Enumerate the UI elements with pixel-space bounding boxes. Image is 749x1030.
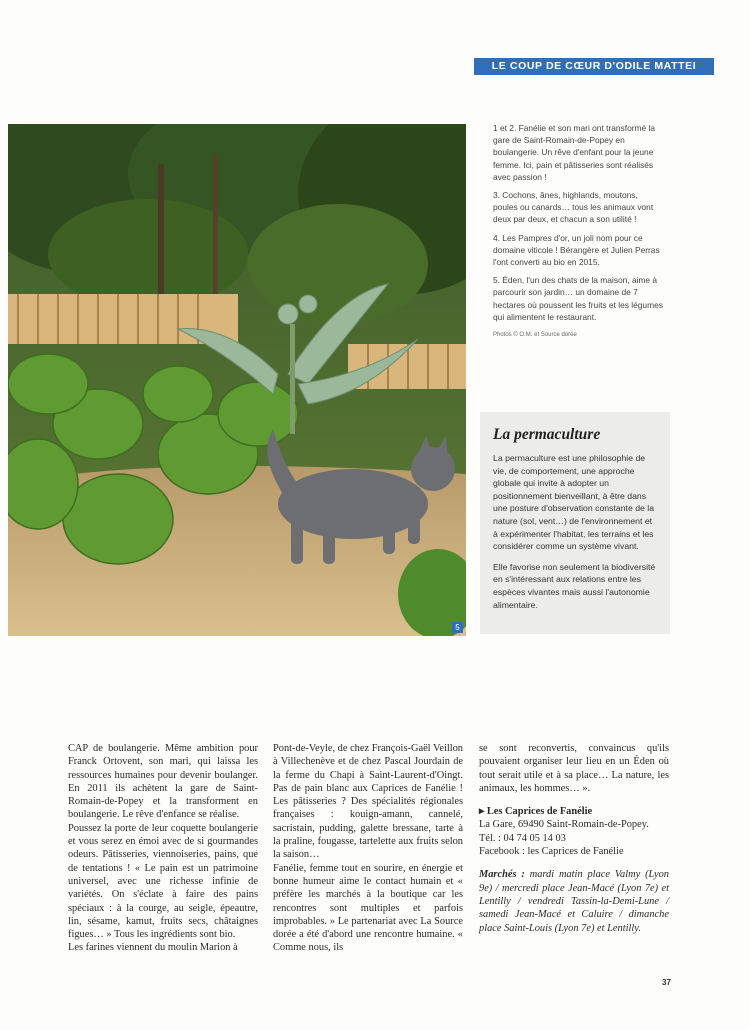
photo-illustration: [8, 124, 466, 636]
markets-paragraph: [479, 868, 669, 934]
markets-label: Marchés :: [479, 869, 525, 881]
article-column-2: [273, 742, 463, 955]
page-number: 37: [662, 978, 671, 987]
shop-name: ▸ Les Caprices de Fanélie: [479, 806, 593, 818]
shop-facebook: Facebook : les Caprices de Fanélie: [479, 846, 624, 858]
caption-3: 4. Les Pampres d'or, un joli nom pour ce domaine viticole ! Bérangère et Julien Perras l'ont converti au bio en 2015.: [493, 232, 660, 268]
shop-address: La Gare, 69490 Saint-Romain-de-Popey.: [479, 819, 649, 831]
col2-paragraph-1: Pont-de-Veyle, de chez François-Gaël Veillon à Villechenève et de chez Pascal Jourdain de la ferme du Chapi à Saint-Laurent-d'Oingt. Pas de pain blanc aux Caprices de Fanélie ! Les pâtisseries ? Des spécialités régionales françaises : kouign-amann, cannelé, sacristain, pudding, galette bressane, tarte à la praline, fougasse, tartelette aux fruits selon la saison…: [273, 743, 463, 861]
box-paragraph-2: Elle favorise non seulement la biodiversité en s'intéressant aux relations entre les espèces vivantes mais aussi l'autonomie alimentaire.: [493, 561, 656, 610]
col1-paragraph-2: Poussez la porte de leur coquette boulangerie et vous serez en émoi avec de si gourmandes odeurs. Pâtisseries, viennoiseries, pains, que de tentations ! « Le pain est un patrimoine universel, avec une richesse infinie de variétés. On s'éclate à faire des pains spéciaux : à la courge, au seigle, épeautre, lin, sésame, kamut, fruits secs, châtaignes figues… » Tous les ingrédients sont bio.: [68, 822, 258, 941]
garden-cat-photo: [8, 124, 466, 636]
shop-phone: Tél. : 04 74 05 14 03: [479, 832, 566, 844]
photo-credit: Photos © O.M. et Source dorée: [493, 332, 577, 339]
markets-text: mardi matin place Valmy (Lyon 9e) / mercredi place Jean-Macé (Lyon 7e) et Lentilly / vendredi Tassin-la-Demi-Lune / samedi Jean-Macé et Caluire / dimanche place Saint-Louis (Lyon 7e) et Lentilly.: [479, 869, 670, 934]
permaculture-box: [480, 412, 670, 634]
article-column-3: [479, 742, 669, 935]
photo-number-badge: 5: [452, 622, 463, 633]
box-title: La permaculture: [493, 426, 601, 443]
shop-info: [479, 805, 669, 858]
caption-2: 3. Cochons, ânes, highlands, moutons, poules ou canards… tous les animaux vont deux par deux, et chacun a son utilité !: [493, 190, 654, 225]
col3-paragraph-1: se sont reconvertis, convaincus qu'ils pouvaient organiser leur lieu en un Éden où tout serait utile et à sa place… La nature, les animaux, les hommes… ».: [479, 743, 669, 794]
col1-paragraph-1: CAP de boulangerie. Même ambition pour Franck Ortovent, son mari, qui laissa les ressources humaines pour devenir boulanger. En 2011 ils achètent la gare de Saint-Romain-de-Popey et la transforment en boulangerie. Le rêve d'enfance se réalise.: [68, 743, 258, 821]
box-paragraph-1: La permaculture est une philosophie de vie, de comportement, une approche globale qui invite à adopter un positionnement bienveillant, à être dans une posture d'observation constante de la nature (sol, vent…) de l'environnement et à expérimenter l'habitat, les terrains et les considérer comme un système vivant.: [493, 453, 655, 552]
col2-paragraph-2: Fanélie, femme tout en sourire, en énergie et bonne humeur aime le contact humain et « préfère les marchés à la boutique car les rencontres sont multiples et parfois improbables. » Le partenariat avec La Source dorée a été d'abord une rencontre humaine. « Comme nous, ils: [273, 862, 463, 954]
col1-paragraph-3: Les farines viennent du moulin Marion à: [68, 942, 238, 954]
section-banner: LE COUP DE CŒUR D'ODILE MATTEI: [474, 58, 714, 75]
caption-1: 1 et 2. Fanélie et son mari ont transformé la gare de Saint-Romain-de-Popey en boulangerie. Un rêve d'enfant pour la jeune femme. Ici, pain et pâtisseries sont réalisés avec passion !: [493, 123, 655, 182]
article-column-1: [68, 742, 258, 955]
caption-4: 5. Éden, l'un des chats de la maison, aime à parcourir son jardin… un domaine de 7 hectares où poussent les fruits et les légumes qui alimentent le restaurant.: [493, 275, 663, 322]
photo-captions: [493, 122, 663, 341]
